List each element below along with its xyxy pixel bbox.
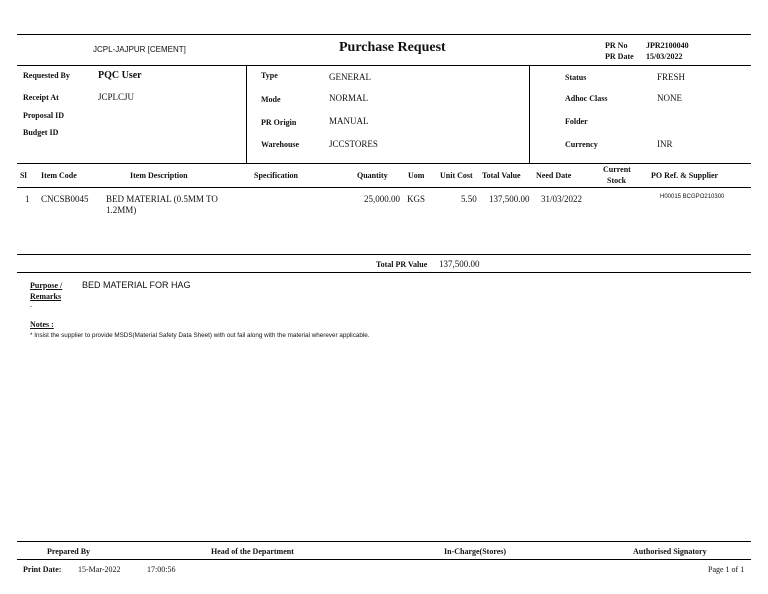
col-need-date: Need Date [536,171,572,180]
remarks-dot: . [30,300,32,309]
remarks-text: BED MATERIAL FOR HAG [82,280,191,290]
total-pr-value: 137,500.00 [439,259,480,269]
document-title: Purchase Request [339,40,446,55]
col-quantity: Quantity [357,171,388,180]
row-quantity: 25,000.00 [364,194,400,204]
col-po-ref-supplier: PO Ref. & Supplier [651,171,719,180]
row-item-description-line2: 1.2MM) [106,205,137,215]
status-label: Status [565,73,587,82]
col-current-stock-line1: Current [603,165,631,174]
row-unit-cost: 5.50 [461,194,477,204]
mode-label: Mode [261,95,281,104]
pr-origin-label: PR Origin [261,118,297,127]
adhoc-class-value: NONE [657,93,682,103]
currency-label: Currency [565,140,598,149]
head-of-department-label: Head of the Department [211,547,294,556]
mode-value: NORMAL [329,93,369,103]
col-uom: Uom [408,171,425,180]
requested-by-label: Requested By [23,71,70,80]
col-unit-cost: Unit Cost [440,171,473,180]
row-total-value: 137,500.00 [489,194,530,204]
pr-no-value: JPR2100040 [646,41,689,50]
print-date-label: Print Date: [23,565,62,574]
status-value: FRESH [657,72,686,82]
col-specification: Specification [254,171,298,180]
adhoc-class-label: Adhoc Class [565,94,608,103]
currency-value: INR [657,139,673,149]
pr-date-value: 15/03/2022 [646,52,683,61]
company-name: JCPL-JAJPUR [CEMENT] [93,45,186,54]
warehouse-value: JCCSTORES [329,139,378,149]
col-item-description: Item Description [130,171,188,180]
row-sl: 1 [25,194,30,204]
col-item-code: Item Code [41,171,77,180]
notes-label: Notes : [30,320,54,329]
authorised-signatory-label: Authorised Signatory [633,547,707,556]
budget-id-label: Budget ID [23,128,59,137]
warehouse-label: Warehouse [261,140,300,149]
print-date-value: 15-Mar-2022 [78,565,121,574]
pr-origin-value: MANUAL [329,116,369,126]
print-time-value: 17:00:56 [147,565,176,574]
folder-label: Folder [565,117,588,126]
page-number: Page 1 of 1 [708,565,745,574]
row-po-ref: H00015 BCGPO210300 [660,194,725,200]
pr-date-label: PR Date [605,52,634,61]
row-item-code: CNCSB0045 [41,194,89,204]
col-current-stock-line2: Stock [607,176,627,185]
notes-text: * Insist the supplier to provide MSDS(Material Safety Data Sheet) with out fail along with the material wherever applicable. [30,332,370,339]
receipt-at-label: Receipt At [23,93,59,102]
total-pr-value-label: Total PR Value [376,260,428,269]
row-need-date: 31/03/2022 [541,194,583,204]
type-value: GENERAL [329,72,371,82]
row-item-description-line1: BED MATERIAL (0.5MM TO [106,194,218,204]
col-sl: Sl [20,171,27,180]
row-uom: KGS [407,194,426,204]
requested-by-value: PQC User [98,70,142,81]
remarks-label: Remarks [30,292,62,301]
proposal-id-label: Proposal ID [23,111,64,120]
type-label: Type [261,71,278,80]
prepared-by-label: Prepared By [47,547,91,556]
col-total-value: Total Value [482,171,521,180]
receipt-at-value: JCPLCJU [98,92,135,102]
purpose-label: Purpose / [30,281,63,290]
in-charge-stores-label: In-Charge(Stores) [444,547,507,556]
pr-no-label: PR No [605,41,628,50]
